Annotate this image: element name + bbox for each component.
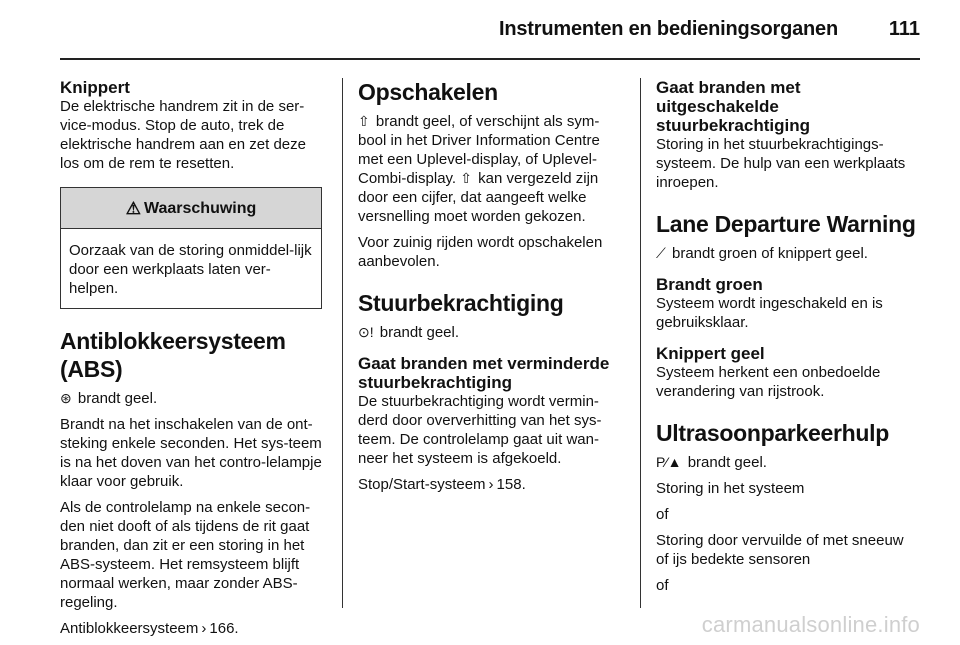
verminderde-heading: Gaat branden met verminderde stuurbekrachtiging [358,354,610,392]
abs-status-line: ⊛ brandt geel. [60,390,158,407]
ultrasoon-status-line: P⁄▲ brandt geel. [656,454,767,471]
ultrasoon-heading: Ultrasoonparkeerhulp [656,420,889,446]
header-rule [60,58,920,60]
ultrasoon-paragraph-2: Storing door vervuilde of met sneeuw of ijs bedekte sensoren [656,532,904,568]
opschakelen-paragraph-2: Voor zuinig rijden wordt opschakelen aanbevolen. [358,234,603,270]
warning-text: Oorzaak van de storing onmiddel-lijk door een werkplaats laten ver-helpen. [69,242,312,297]
brandt-groen-text: Systeem wordt ingeschakeld en is gebruiksklaar. [656,295,883,331]
warning-header [61,188,321,229]
watermark: carmanualsonline.info [701,612,920,637]
abs-paragraph-2: Als de controlelamp na enkele secon-den niet dooft of als tijdens de rit gaat branden, dan zit er een storing in het ABS-systeem. Het remsysteem blijft normaal werken, maar zonder ABS-regeling. [60,499,311,611]
column-3 [656,78,918,602]
knippert-text: De elektrische handrem zit in de ser-vice-modus. Stop de auto, trek de elektrische handrem aan en zet deze los om de rem te resetten. [60,98,306,172]
ultrasoon-of-2: of [656,577,669,594]
page-number: 111 [888,18,920,40]
abs-cross-reference: Antiblokkeersysteem › 166. [60,620,239,637]
lane-departure-icon: ⟋ [656,245,666,261]
column-2 [358,78,620,501]
uitgeschakelde-heading: Gaat branden met uitgeschakelde stuurbekrachtiging [656,78,810,135]
column-divider-2 [640,78,641,608]
lane-departure-heading: Lane Departure Warning [656,211,916,237]
ultrasoon-of-1: of [656,506,669,523]
parking-assist-icon: P⁄▲ [656,454,682,470]
abs-paragraph-1: Brandt na het inschakelen van de ont-steking enkele seconden. Het sys-teem is na het doven van het contro-lelampje klaar voor gebruik. [60,416,322,490]
opschakelen-paragraph-1: ⇧ brandt geel, of verschijnt als sym-bool in het Driver Information Centre met een Uplevel-display, of Uplevel-Combi-display. ⇧ kan vergezeld zijn door een cijfer, dat aangeeft welke versnelling moet worden gekozen. [358,113,600,225]
page-reference-arrow-icon: › [488,476,494,493]
abs-heading: Antiblokkeersysteem (ABS) [60,328,286,382]
knippert-heading: Knippert [60,78,130,97]
ultrasoon-paragraph-1: Storing in het systeem [656,480,805,497]
column-1 [60,78,322,645]
stuur-status-line: ⊙! brandt geel. [358,324,460,341]
opschakelen-heading: Opschakelen [358,79,498,105]
running-header-title: Instrumenten en bedieningsorganen [499,18,838,40]
stopstart-cross-reference: Stop/Start-systeem › 158. [358,476,526,493]
column-divider-1 [342,78,343,608]
abs-warning-light-icon: ⊛ [60,390,72,406]
warning-triangle-icon: ⚠ [125,198,141,218]
brandt-groen-heading: Brandt groen [656,275,763,294]
page-reference-arrow-icon: › [201,620,207,637]
lane-status-line: ⟋ brandt groen of knippert geel. [656,245,868,262]
knippert-geel-text: Systeem herkent een onbedoelde verandering van rijstrook. [656,364,881,400]
upshift-arrow-icon: ⇧ [460,170,472,186]
warning-box [60,187,322,309]
verminderde-text: De stuurbekrachtiging wordt vermin-derd door oververhitting van het sys-teem. De controlelamp gaat uit wan-neer het systeem is afgekoeld. [358,393,602,467]
uitgeschakelde-text: Storing in het stuurbekrachtigings-systeem. De hulp van een werkplaats inroepen. [656,136,906,191]
knippert-geel-heading: Knippert geel [656,344,765,363]
stuurbekrachtiging-heading: Stuurbekrachtiging [358,290,564,316]
upshift-arrow-icon: ⇧ [358,113,370,129]
warning-title: Waarschuwing [143,199,257,217]
steering-wheel-warning-icon: ⊙! [358,324,374,340]
